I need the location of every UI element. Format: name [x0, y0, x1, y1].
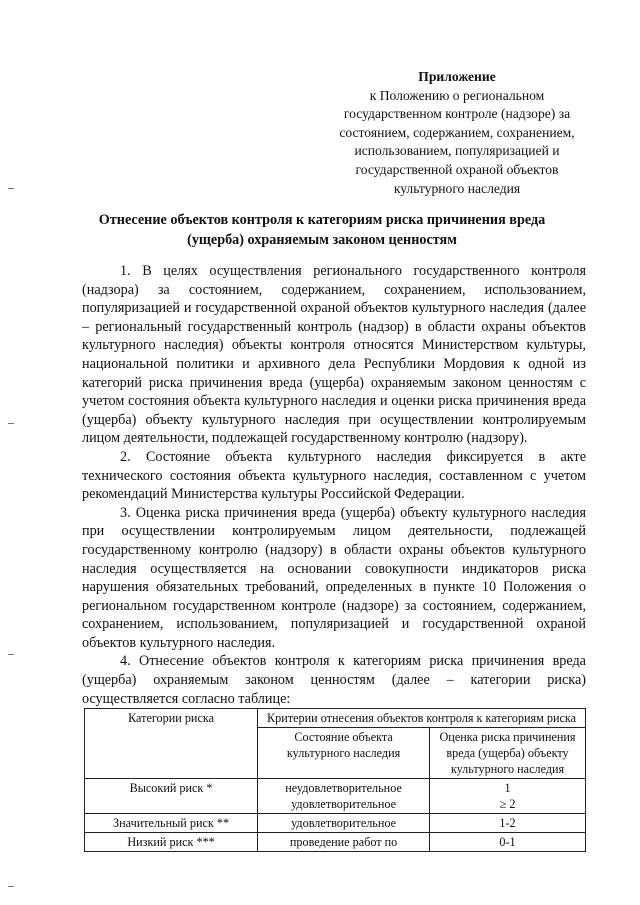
cell-line: удовлетворительное	[291, 797, 397, 811]
appendix-line: государственной охраной объектов	[355, 161, 559, 177]
risk-category-table	[84, 708, 586, 852]
document-title	[80, 210, 564, 250]
header-criteria: Критерии отнесения объектов контроля к категориям риска	[258, 709, 586, 728]
cell-state	[258, 814, 430, 833]
appendix-line: состоянием, содержанием, сохранением,	[339, 124, 575, 140]
appendix-heading: Приложение	[418, 69, 496, 84]
document-body	[82, 262, 586, 708]
table-row	[85, 779, 586, 814]
scan-mark	[8, 654, 14, 655]
scan-mark	[8, 188, 14, 189]
cell-line: 0-1	[499, 835, 516, 849]
cell-category: Высокий риск *	[85, 779, 258, 814]
table-header-row	[85, 709, 586, 728]
cell-assessment	[430, 833, 586, 852]
appendix-block	[318, 68, 596, 198]
header-state: Состояние объекта культурного наследия	[258, 728, 430, 779]
paragraph-2: 2. Состояние объекта культурного наследия фиксируется в акте технического состояния объекта культурного наследия, составленном с учетом рекомендаций Министерства культуры Российской Федерации.	[82, 448, 586, 503]
appendix-line: государственном контроле (надзоре) за	[343, 106, 571, 122]
cell-category: Низкий риск ***	[85, 833, 258, 852]
cell-category: Значительный риск **	[85, 814, 258, 833]
cell-line: 1	[504, 781, 511, 795]
appendix-line: использованием, популяризацией и	[354, 143, 560, 159]
scan-mark	[8, 423, 14, 424]
cell-line: удовлетворительное	[291, 816, 397, 830]
cell-line: неудовлетворительное	[285, 781, 402, 795]
title-line: (ущерба) охраняемым законом ценностям	[187, 232, 457, 248]
table-row	[85, 833, 586, 852]
cell-line: 1-2	[499, 816, 516, 830]
scan-mark	[8, 886, 14, 887]
title-line: Отнесение объектов контроля к категориям риска причинения вреда	[98, 212, 546, 228]
paragraph-4: 4. Отнесение объектов контроля к категориям риска причинения вреда (ущерба) охраняемым законом ценностям (далее – категории риска) осуществляется согласно таблице:	[82, 653, 586, 707]
cell-state	[258, 779, 430, 814]
header-category: Категории риска	[85, 709, 258, 779]
header-assessment: Оценка риска причинения вреда (ущерба) объекту культурного наследия	[430, 728, 586, 779]
cell-assessment	[430, 779, 586, 814]
cell-line: проведение работ по	[289, 835, 398, 849]
cell-state	[258, 833, 430, 852]
appendix-line: культурного наследия	[393, 180, 521, 196]
cell-line: ≥ 2	[499, 797, 516, 811]
paragraph-3: 3. Оценка риска причинения вреда (ущерба) объекту культурного наследия при осуществлении контролируемым лицом деятельности, подлежащей государственному контролю (надзору) в области охраны объектов культурного наследия осуществляется на основании совокупности индикаторов риска нарушения обязательных требований, определенных в пункте 10 Положения о региональном государственном контроле (надзоре) за состоянием, содержанием, сохранением, использованием, популяризацией и государственной охраной объектов культурного наследия.	[82, 504, 586, 651]
cell-assessment	[430, 814, 586, 833]
table-row	[85, 814, 586, 833]
paragraph-1: 1. В целях осуществления регионального государственного контроля (надзора) за состоянием, содержанием, сохранением, использованием, популяризацией и государственной охраной объектов культурного наследия (далее – региональный государственный контроль (надзор) в области охраны объектов культурного наследия) объекты контроля относятся Министерством культуры, национальной политики и архивного дела Республики Мордовия к одной из категорий риска причинения вреда (ущерба) охраняемым законом ценностям с учетом состояния объекта культурного наследия и оценки риска причинения вреда (ущерба) объекту культурного наследия при осуществлении контролируемым лицом деятельности, подлежащей государственному контролю (надзору).	[82, 263, 586, 447]
appendix-line: к Положению о региональном	[369, 87, 545, 103]
